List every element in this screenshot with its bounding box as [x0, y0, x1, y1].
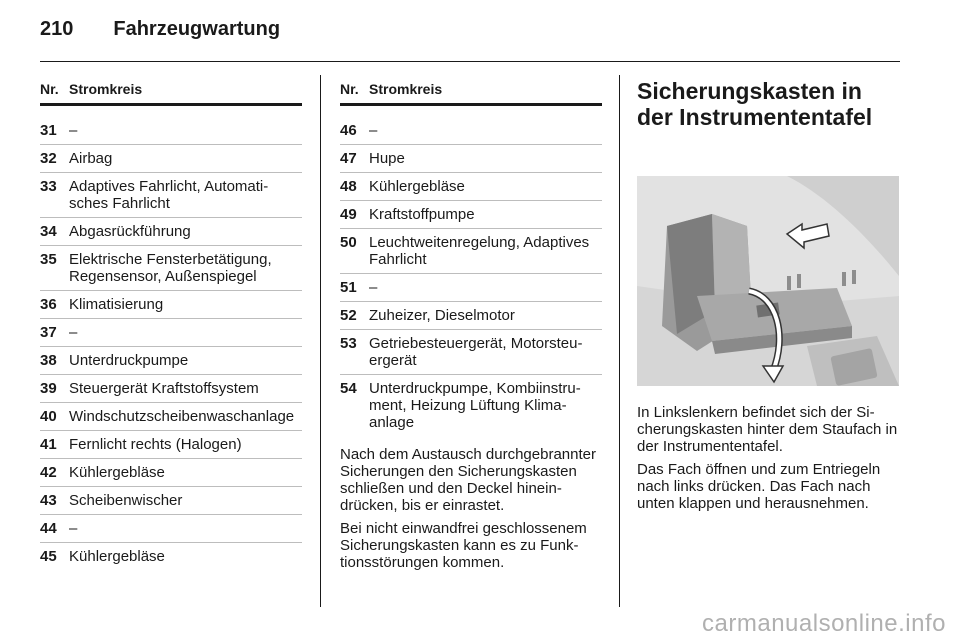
fuse-number: 31	[40, 122, 57, 139]
note-paragraph: Bei nicht einwandfrei geschlossenem Sicherungskasten kann es zu Funktionsstörungen kommen.	[340, 520, 587, 571]
fuse-number: 37	[40, 324, 57, 341]
fuse-number: 48	[340, 178, 357, 195]
table-row	[340, 229, 602, 274]
fuse-number: 46	[340, 122, 357, 139]
table-header	[40, 80, 302, 106]
fuse-number: 38	[40, 352, 57, 369]
table-row	[40, 173, 302, 218]
section-body	[637, 404, 902, 512]
circuit-name: Klimatisierung	[69, 296, 164, 313]
column-header-nr: Nr.	[340, 81, 359, 97]
fuse-number: 36	[40, 296, 57, 313]
section-title: Sicherungskasten in der Instrumententafel	[637, 78, 873, 130]
fuse-number: 49	[340, 206, 357, 223]
watermark: carmanualsonline.info	[702, 610, 946, 637]
table-row	[40, 347, 302, 375]
fuse-number: 52	[340, 307, 357, 324]
circuit-name: Unterdruckpumpe	[69, 352, 189, 369]
circuit-name: –	[69, 520, 78, 537]
fuse-box-section	[637, 78, 902, 518]
section-paragraph: In Linkslenkern befindet sich der Sicherungskasten hinter dem Staufach in der Instrumententafel.	[637, 404, 898, 455]
column-header-circuit: Stromkreis	[69, 81, 143, 97]
page-header	[40, 18, 900, 41]
table-row	[40, 291, 302, 319]
circuit-name: –	[369, 122, 378, 139]
table-row	[40, 431, 302, 459]
page-title: Fahrzeugwartung	[113, 18, 281, 40]
fuse-box-illustration	[637, 176, 899, 386]
fuse-number: 40	[40, 408, 57, 425]
fuse-number: 32	[40, 150, 57, 167]
table-row	[40, 543, 302, 570]
fuse-number: 54	[340, 380, 357, 397]
table-row	[40, 218, 302, 246]
illustration-svg	[637, 176, 899, 386]
column-divider-right	[619, 75, 620, 607]
fuse-number: 34	[40, 223, 57, 240]
table-row	[40, 515, 302, 543]
circuit-name: –	[69, 324, 78, 341]
table-row	[340, 302, 602, 330]
fuse-number: 45	[40, 548, 57, 565]
table-row	[340, 145, 602, 173]
table-row	[40, 319, 302, 347]
table-row	[40, 117, 302, 145]
circuit-name: Steuergerät Kraftstoffsystem	[69, 380, 259, 397]
table-row	[40, 487, 302, 515]
circuit-name: Leuchtweitenregelung, Adaptives Fahrlicht	[369, 234, 590, 268]
circuit-name: Abgasrückführung	[69, 223, 191, 240]
circuit-name: Airbag	[69, 150, 113, 167]
table-row	[340, 117, 602, 145]
circuit-name: Kühlergebläse	[69, 548, 165, 565]
fuse-number: 41	[40, 436, 57, 453]
table-rows	[340, 117, 602, 436]
circuit-name: Unterdruckpumpe, Kombiinstrument, Heizung Lüftung Klimaanlage	[369, 380, 581, 431]
circuit-name: Elektrische Fensterbetätigung, Regensensor, Außenspiegel	[69, 251, 272, 285]
fuse-table-left	[40, 80, 302, 570]
table-row	[40, 375, 302, 403]
column-divider-left	[320, 75, 321, 607]
circuit-name: Kühlergebläse	[69, 464, 165, 481]
table-row	[40, 459, 302, 487]
fuse-number: 39	[40, 380, 57, 397]
circuit-name: Adaptives Fahrlicht, Automatisches Fahrlicht	[69, 178, 269, 212]
fuse-number: 47	[340, 150, 357, 167]
fuse-number: 53	[340, 335, 357, 352]
table-row	[340, 330, 602, 375]
fuse-number: 35	[40, 251, 57, 268]
table-row	[340, 201, 602, 229]
column-header-circuit: Stromkreis	[369, 81, 443, 97]
table-header	[340, 80, 602, 106]
table-row	[40, 403, 302, 431]
page-number: 210	[40, 18, 74, 40]
circuit-name: Fernlicht rechts (Halogen)	[69, 436, 242, 453]
circuit-name: –	[369, 279, 378, 296]
column-header-nr: Nr.	[40, 81, 59, 97]
table-row	[340, 274, 602, 302]
fuse-number: 42	[40, 464, 57, 481]
notes	[340, 446, 602, 571]
fuse-number: 43	[40, 492, 57, 509]
circuit-name: Kühlergebläse	[369, 178, 465, 195]
table-row	[340, 173, 602, 201]
section-paragraph: Das Fach öffnen und zum Entriegeln nach links drücken. Das Fach nach unten klappen und herausnehmen.	[637, 461, 881, 512]
note-paragraph: Nach dem Austausch durchgebrannter Sicherungen den Sicherungskasten schließen und den Deckel hineindrücken, bis er einrastet.	[340, 446, 596, 514]
table-row	[40, 246, 302, 291]
table-rows	[40, 117, 302, 570]
circuit-name: Zuheizer, Dieselmotor	[369, 307, 515, 324]
fuse-number: 44	[40, 520, 57, 537]
fuse-table-mid	[340, 80, 602, 577]
circuit-name: Scheibenwischer	[69, 492, 183, 509]
fuse-number: 51	[340, 279, 357, 296]
table-row	[40, 145, 302, 173]
circuit-name: Getriebesteuergerät, Motorsteuergerät	[369, 335, 583, 369]
circuit-name: Windschutzscheibenwaschanlage	[69, 408, 295, 425]
circuit-name: Hupe	[369, 150, 405, 167]
header-rule	[40, 61, 900, 62]
circuit-name: Kraftstoffpumpe	[369, 206, 475, 223]
table-row	[340, 375, 602, 436]
fuse-number: 33	[40, 178, 57, 195]
circuit-name: –	[69, 122, 78, 139]
fuse-number: 50	[340, 234, 357, 251]
